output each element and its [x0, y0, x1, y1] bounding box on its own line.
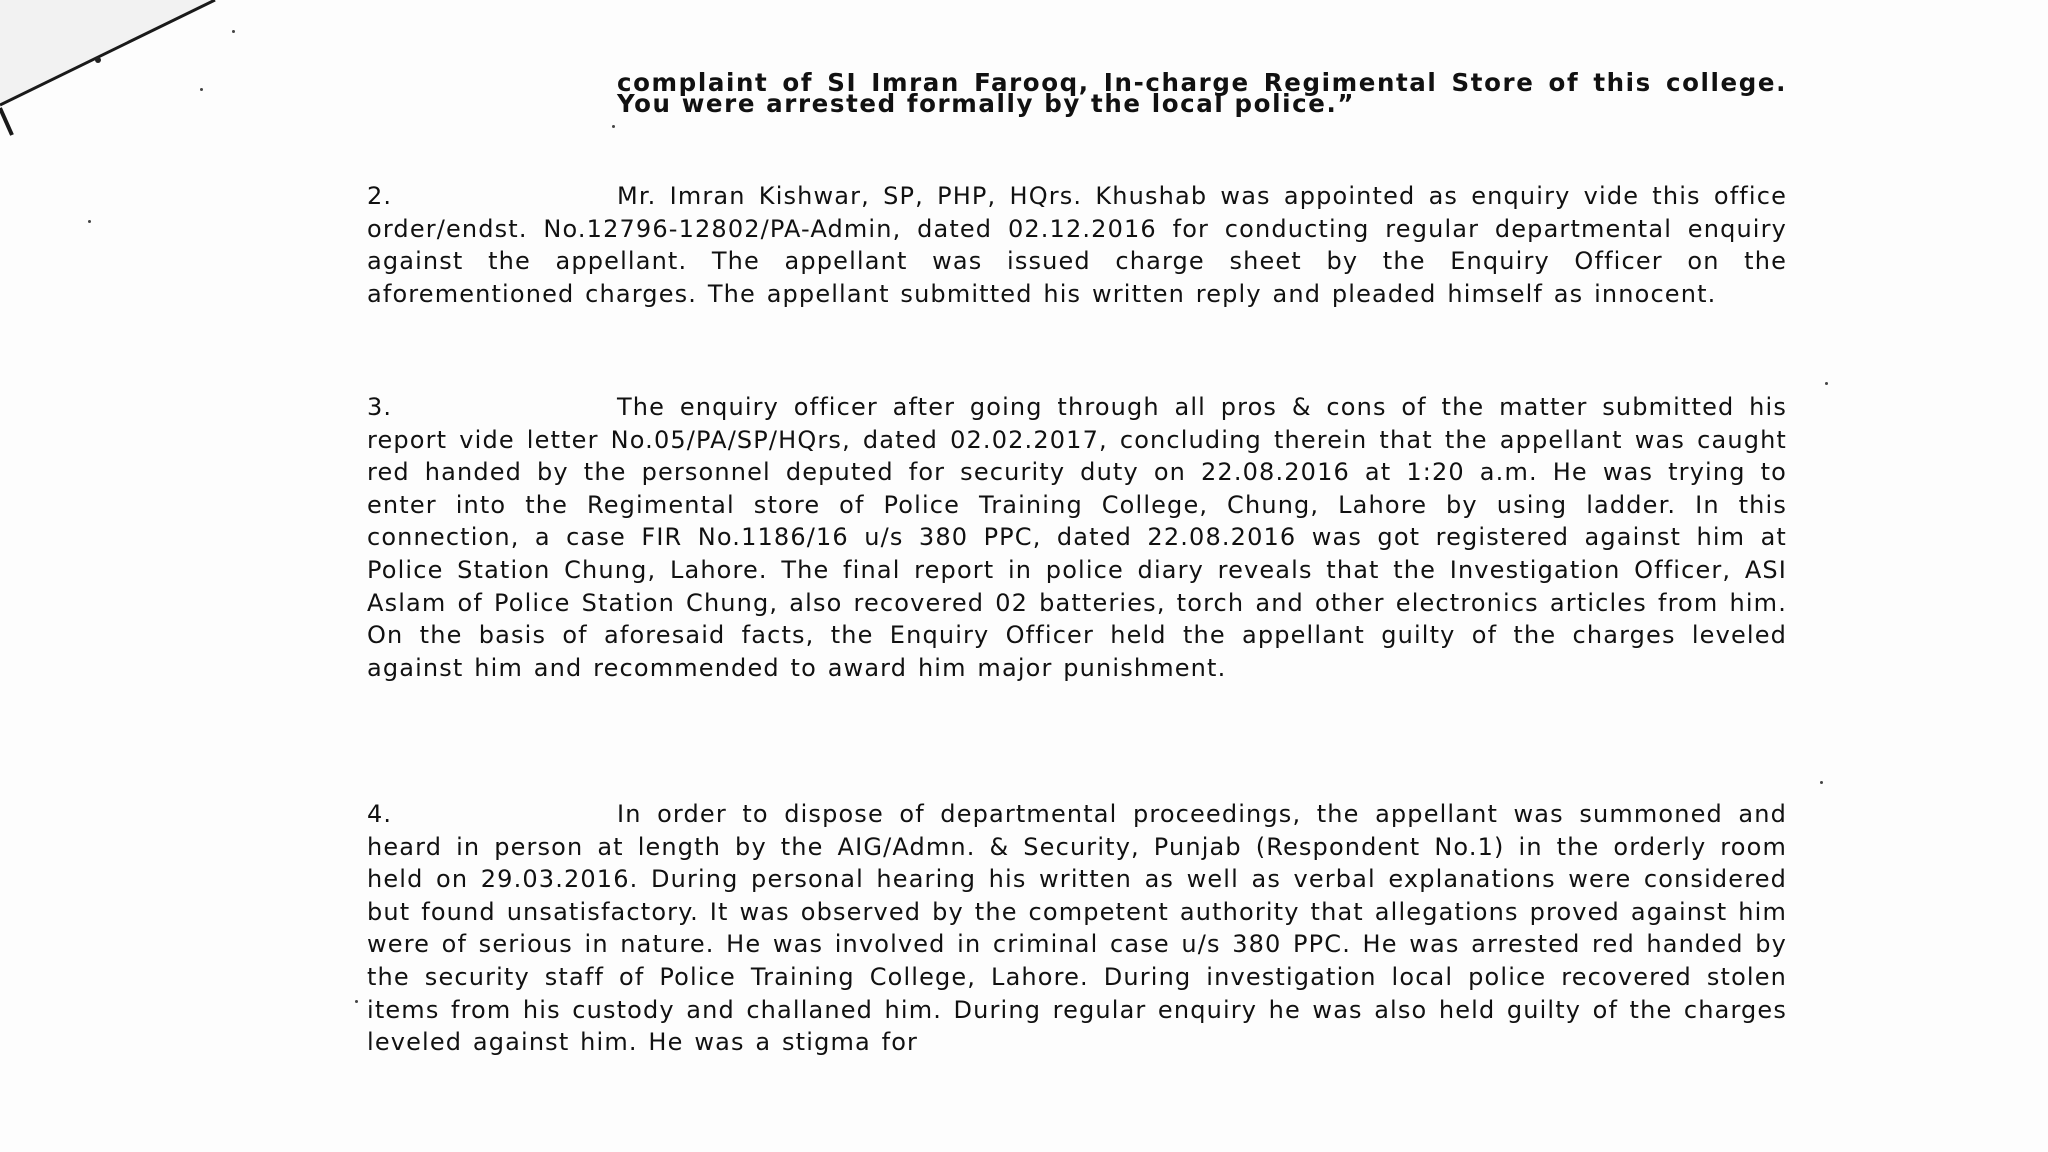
paragraph-number: 2.	[367, 182, 393, 210]
page-corner-fold	[0, 0, 230, 140]
scan-speck	[612, 125, 615, 128]
paragraph-text: In order to dispose of departmental proceedings, the appellant was summoned and heard in person at length by the AIG/Admn. & Security, Punjab (Respondent No.1) in the orderly room held on 29.03.2016. During personal hearing his written as well as verbal explanations were considered but found unsatisfactory. It was observed by the competent authority that allegations proved against him were of serious in nature. He was involved in criminal case u/s 380 PPC. He was arrested red handed by the security staff of Police Training College, Lahore. During investigation local police recovered stolen items from his custody and challaned him. During regular enquiry he was also held guilty of the charges leveled against him. He was a stigma for	[367, 800, 1787, 1057]
scan-speck	[355, 1000, 358, 1003]
paragraph-text: The enquiry officer after going through all pros & cons of the matter submitted his report vide letter No.05/PA/SP/HQrs, dated 02.02.2017, concluding therein that the appellant was caught red handed by the personnel deputed for security duty on 22.08.2016 at 1:20 a.m. He was trying to enter into the Regimental store of Police Training College, Chung, Lahore by using ladder. In this connection, a case FIR No.1186/16 u/s 380 PPC, dated 22.08.2016 was got registered against him at Police Station Chung, Lahore. The final report in police diary reveals that the Investigation Officer, ASI Aslam of Police Station Chung, also recovered 02 batteries, torch and other electronics articles from him. On the basis of aforesaid facts, the Enquiry Officer held the appellant guilty of the charges leveled against him and recommended to award him major punishment.	[367, 393, 1787, 682]
paragraph-4	[367, 798, 1787, 1059]
scan-speck	[88, 220, 91, 223]
paragraph-text: Mr. Imran Kishwar, SP, PHP, HQrs. Khushab was appointed as enquiry vide this office order/endst. No.12796-12802/PA-Admin, dated 02.12.2016 for conducting regular departmental enquiry against the appellant. The appellant was issued charge sheet by the Enquiry Officer on the aforementioned charges. The appellant submitted his written reply and pleaded himself as innocent.	[367, 182, 1787, 308]
quote-continuation: complaint of SI Imran Farooq, In-charge Regimental Store of this college. You were arrested formally by the local police.”	[617, 68, 1787, 118]
paragraph-number: 3.	[367, 393, 393, 421]
scan-speck	[232, 30, 235, 33]
paragraph-2	[367, 180, 1787, 310]
scan-speck	[200, 88, 203, 91]
scan-speck	[1820, 781, 1823, 784]
paragraph-number: 4.	[367, 800, 393, 828]
paragraph-3	[367, 391, 1787, 684]
scan-speck	[1825, 382, 1828, 385]
